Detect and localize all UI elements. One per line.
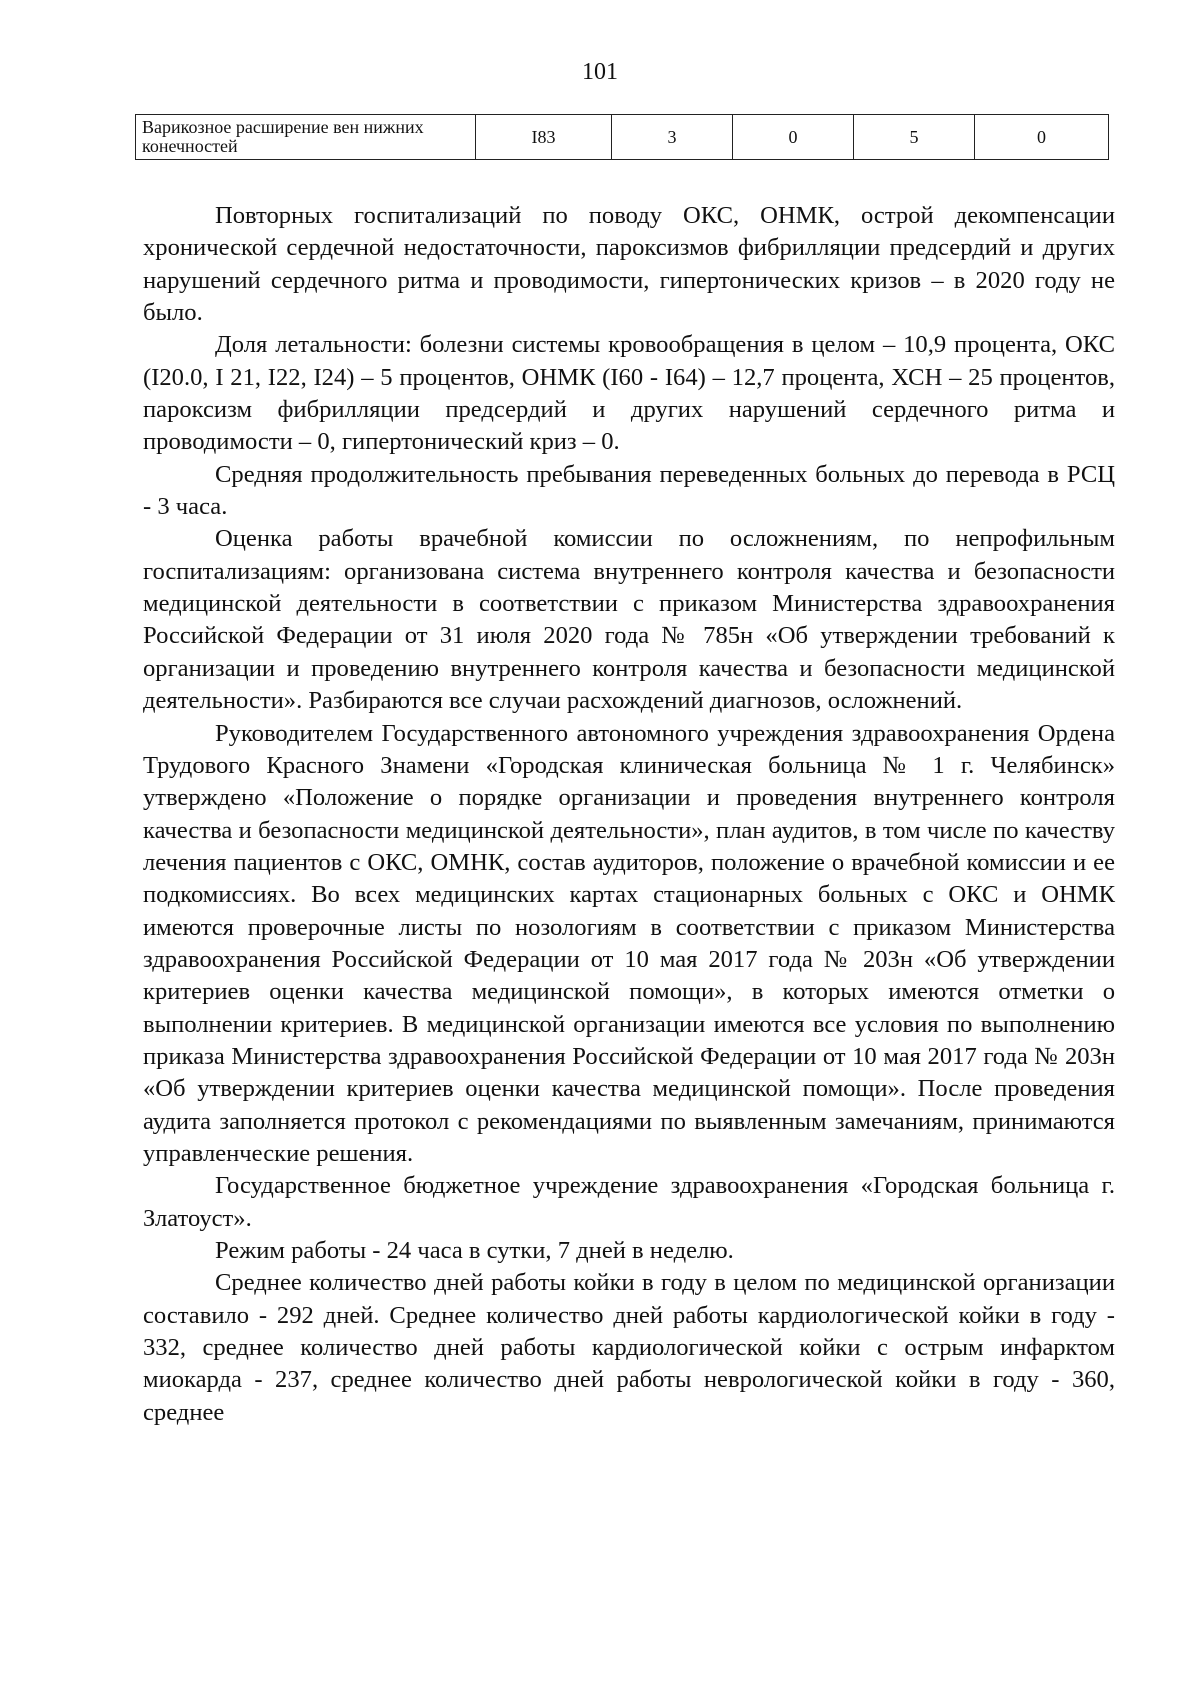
table-row <box>136 115 1109 160</box>
table-cell-diagnosis: Варикозное расширение вен нижних конечностей <box>136 115 476 160</box>
paragraph: Руководителем Государственного автономного учреждения здравоохранения Ордена Трудового Красного Знамени «Городская клиническая больница № 1 г. Челябинск» утверждено «Положение о порядке организации и проведения внутреннего контроля качества и безопасности медицинской деятельности», план аудитов, в том числе по качеству лечения пациентов с ОКС, ОМНК, состав аудиторов, положение о врачебной комиссии и ее подкомиссиях. Во всех медицинских картах стационарных больных с ОКС и ОНМК имеются проверочные листы по нозологиям в соответствии с приказом Министерства здравоохранения Российской Федерации от 10 мая 2017 года № 203н «Об утверждении критериев оценки качества медицинской помощи», в которых имеются отметки о выполнении критериев. В медицинской организации имеются все условия по выполнению приказа Министерства здравоохранения Российской Федерации от 10 мая 2017 года № 203н «Об утверждении критериев оценки качества медицинской помощи». После проведения аудита заполняется протокол с рекомендациями по выявленным замечаниям, принимаются управленческие решения. <box>143 719 1115 1167</box>
table-cell-value: 0 <box>733 115 854 160</box>
paragraph: Оценка работы врачебной комиссии по осложнениям, по непрофильным госпитализациям: организована система внутреннего контроля качества и безопасности медицинской деятельности в соответствии с приказом Министерства здравоохранения Российской Федерации от 31 июля 2020 года № 785н «Об утверждении требований к организации и проведению внутреннего контроля качества и безопасности медицинской деятельности». Разбираются все случаи расхождений диагнозов, осложнений. <box>143 525 1115 715</box>
page-number: 101 <box>582 59 618 85</box>
document-body <box>143 200 1115 1429</box>
paragraph: Средняя продолжительность пребывания переведенных больных до перевода в РСЦ - 3 часа. <box>143 460 1115 521</box>
table-cell-value: 3 <box>612 115 733 160</box>
paragraph: Режим работы - 24 часа в сутки, 7 дней в неделю. <box>215 1237 734 1264</box>
diagnosis-table <box>135 114 1109 160</box>
paragraph: Государственное бюджетное учреждение здравоохранения «Городская больница г. Златоуст». <box>143 1172 1115 1232</box>
table-cell-code: I83 <box>476 115 612 160</box>
paragraph: Среднее количество дней работы койки в году в целом по медицинской организации составило - 292 дней. Среднее количество дней работы кардиологической койки в году - 332, среднее количество дней работы кардиологической койки с острым инфарктом миокарда - 237, среднее количество дней работы неврологической койки в году - 360, среднее <box>143 1269 1115 1426</box>
paragraph: Доля летальности: болезни системы кровообращения в целом – 10,9 процента, ОКС (I20.0, I 21, I22, I24) – 5 процентов, ОНМК (I60 - I64) – 12,7 процента, ХСН – 25 процентов, пароксизм фибрилляции предсердий и других нарушений сердечного ритма и проводимости – 0, гипертонический криз – 0. <box>143 331 1115 456</box>
table-cell-value: 0 <box>975 115 1109 160</box>
paragraph: Повторных госпитализаций по поводу ОКС, ОНМК, острой декомпенсации хронической сердечной недостаточности, пароксизмов фибрилляции предсердий и других нарушений сердечного ритма и проводимости, гипертонических кризов – в 2020 году не было. <box>143 202 1115 327</box>
table-cell-value: 5 <box>854 115 975 160</box>
